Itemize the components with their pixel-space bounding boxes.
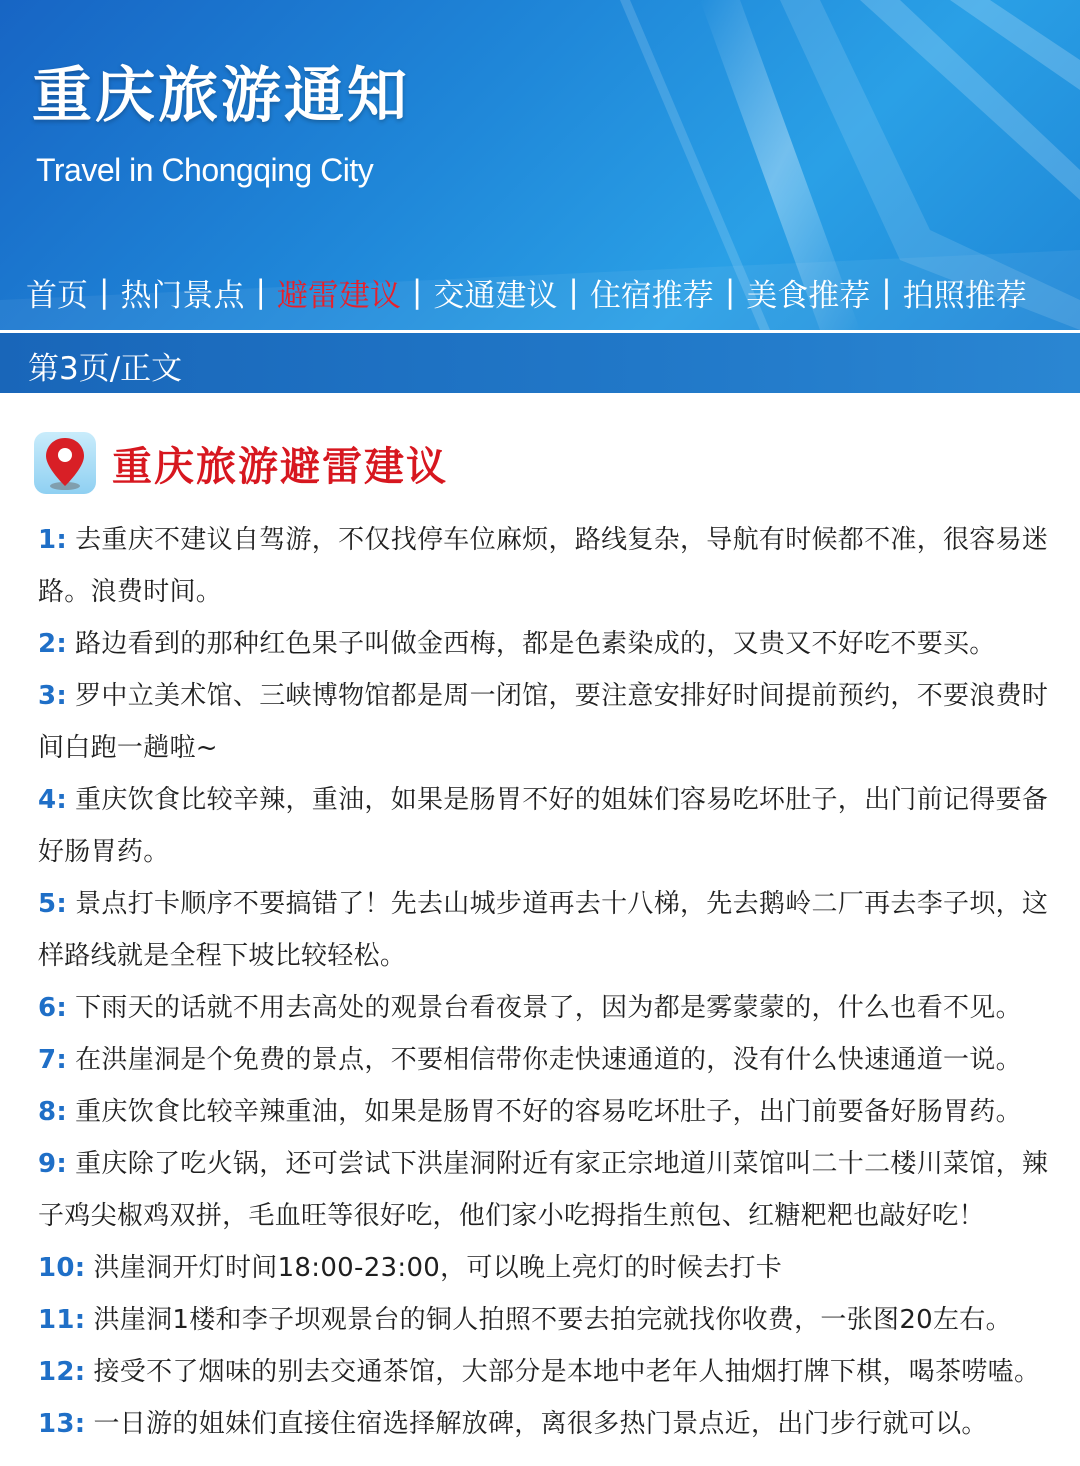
nav-separator: | [411,274,423,310]
tip-number: 9: [38,1149,68,1179]
nav-separator: | [255,274,266,310]
tip-text: 在洪崖洞是个免费的景点，不要相信带你走快速通道的，没有什么快速通道一说。 [75,1045,1022,1075]
tip-text: 路边看到的那种红色果子叫做金西梅，都是色素染成的，又贵又不好吃不要买。 [75,629,996,659]
nav-item-food[interactable]: 美食推荐 [746,277,871,314]
section-header [34,432,448,494]
tip-text: 洪崖洞1楼和李子坝观景台的铜人拍照不要去拍完就找你收费，一张图20左右。 [93,1305,1012,1335]
nav-separator: | [99,274,110,310]
tip-number: 6: [38,993,68,1023]
tip-number: 13: [38,1409,86,1439]
tip-text: 一日游的姐妹们直接住宿选择解放碑，离很多热门景点近，出门步行就可以。 [93,1409,988,1439]
header-banner [0,0,1080,330]
list-item [38,982,1050,1034]
list-item [38,670,1050,774]
nav-separator: | [568,274,579,310]
section-title: 重庆旅游避雷建议 [112,443,448,490]
nav-item-hot-spots[interactable]: 热门景点 [120,277,245,314]
tip-number: 12: [38,1357,86,1387]
list-item [38,878,1050,982]
tip-number: 8: [38,1097,68,1127]
list-item [38,1294,1050,1346]
page-subtitle: Travel in Chongqing City [36,152,374,188]
tip-text: 景点打卡顺序不要搞错了！先去山城步道再去十八梯，先去鹅岭二厂再去李子坝，这样路线就是全程下坡比较轻松。 [38,889,1049,971]
tip-number: 2: [38,629,68,659]
list-item [38,774,1050,878]
tip-text: 洪崖洞开灯时间18:00-23:00，可以晚上亮灯的时候去打卡 [93,1253,783,1283]
tip-text: 去重庆不建议自驾游，不仅找停车位麻烦，路线复杂，导航有时候都不准，很容易迷路。浪费时间。 [38,525,1049,607]
tip-text: 罗中立美术馆、三峡博物馆都是周一闭馆，要注意安排好时间提前预约，不要浪费时间白跑一趟啦~ [38,681,1049,763]
list-item [38,514,1050,618]
nav-item-home[interactable]: 首页 [26,277,88,314]
breadcrumb-bar [0,333,1080,393]
list-item [38,1034,1050,1086]
tip-number: 3: [38,681,68,711]
nav-item-lodging[interactable]: 住宿推荐 [589,277,714,314]
top-nav [26,270,1027,314]
tips-list [38,514,1050,1450]
breadcrumb: 第3页/正文 [28,351,183,387]
tip-number: 5: [38,889,68,919]
nav-item-pitfall-tips[interactable]: 避雷建议 [276,277,401,314]
tip-number: 4: [38,785,68,815]
location-pin-icon [34,432,96,494]
tip-text: 重庆饮食比较辛辣，重油，如果是肠胃不好的姐妹们容易吃坏肚子，出门前记得要备好肠胃药。 [38,785,1049,867]
list-item [38,618,1050,670]
nav-separator: | [724,274,736,310]
tip-number: 10: [38,1253,86,1283]
nav-item-photo[interactable]: 拍照推荐 [902,277,1027,314]
tip-text: 重庆除了吃火锅，还可尝试下洪崖洞附近有家正宗地道川菜馆叫二十二楼川菜馆，辣子鸡尖椒鸡双拼，毛血旺等很好吃，他们家小吃拇指生煎包、红糖粑粑也敲好吃！ [38,1149,1049,1231]
tip-text: 接受不了烟味的别去交通茶馆，大部分是本地中老年人抽烟打牌下棋，喝茶唠嗑。 [93,1357,1041,1387]
tip-number: 1: [38,525,68,555]
nav-separator: | [881,274,892,310]
tip-text: 下雨天的话就不用去高处的观景台看夜景了，因为都是雾蒙蒙的，什么也看不见。 [75,993,1022,1023]
list-item [38,1398,1050,1450]
list-item [38,1086,1050,1138]
tip-number: 7: [38,1045,68,1075]
page-title: 重庆旅游通知 [32,61,410,131]
nav-item-transport[interactable]: 交通建议 [433,277,558,314]
list-item [38,1346,1050,1398]
tip-text: 重庆饮食比较辛辣重油，如果是肠胃不好的容易吃坏肚子，出门前要备好肠胃药。 [75,1097,1022,1127]
list-item [38,1138,1050,1242]
list-item [38,1242,1050,1294]
tip-number: 11: [38,1305,86,1335]
